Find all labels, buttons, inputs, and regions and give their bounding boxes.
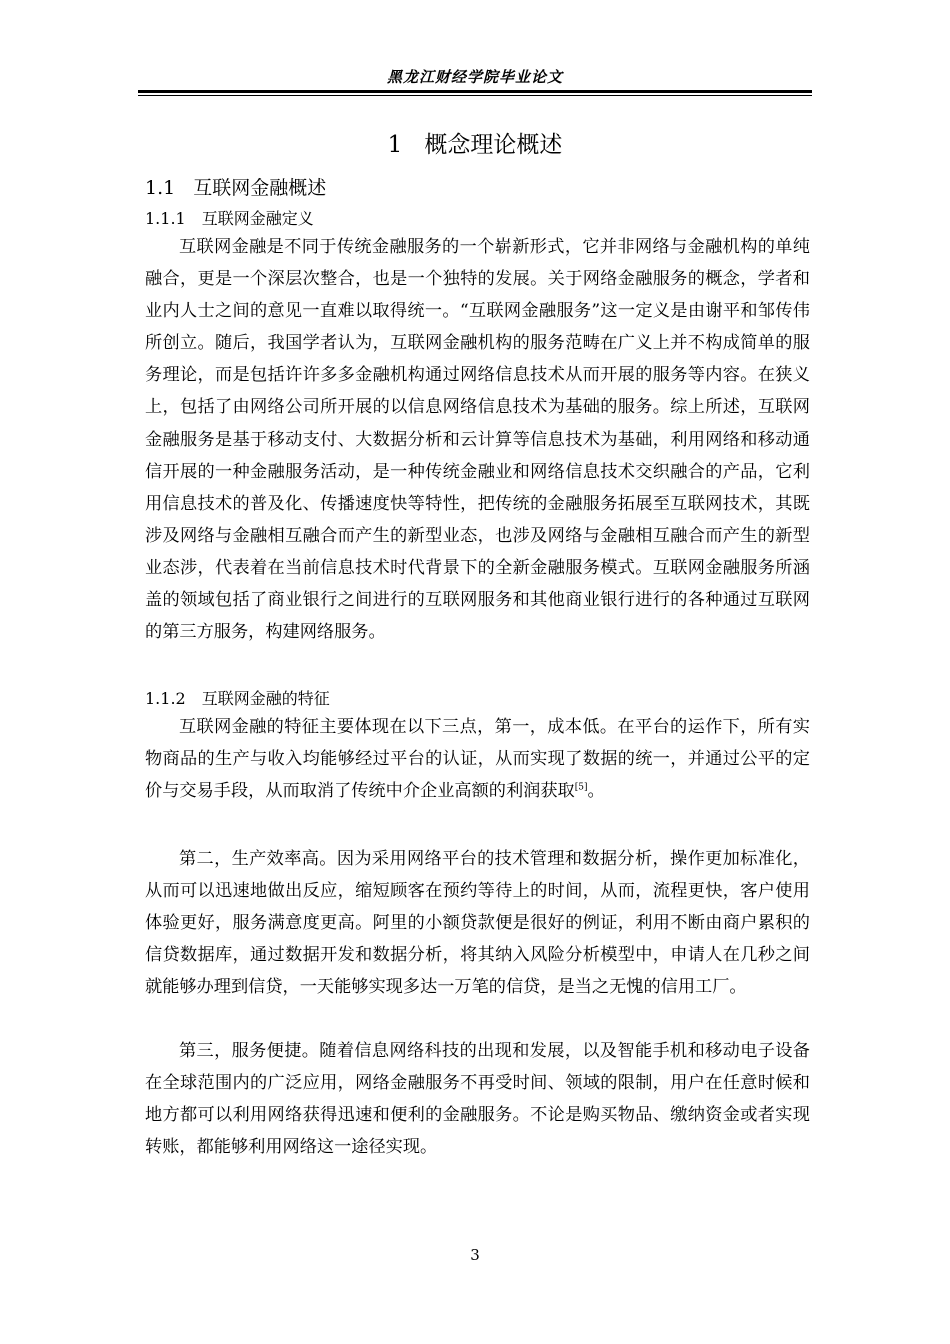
section-number: 1.1 bbox=[145, 177, 176, 199]
running-header: 黑龙江财经学院毕业论文 bbox=[386, 68, 563, 86]
section-title-text: 互联网金融概述 bbox=[193, 177, 327, 199]
section-title bbox=[145, 173, 326, 200]
subsection-number: 1.1.1 bbox=[145, 209, 186, 228]
header-rule bbox=[138, 90, 812, 93]
page-number: 3 bbox=[470, 1246, 480, 1264]
chapter-number: 1 bbox=[387, 132, 403, 158]
body-paragraph: 第二，生产效率高。因为采用网络平台的技术管理和数据分析，操作更加标准化，从而可以迅速地做出反应，缩短顾客在预约等待上的时间，从而，流程更快，客户使用体验更好，服务满意度更高。阿里的小额贷款便是很好的例证，利用不断由商户累积的信贷数据库，通过数据开发和数据分析，将其纳入风险分析模型中，申请人在几秒之间就能够办理到信贷，一天能够实现多达一万笔的信贷，是当之无愧的信用工厂。 bbox=[145, 849, 810, 998]
subsection-title-text: 互联网金融定义 bbox=[201, 209, 314, 228]
subsection-title bbox=[145, 686, 330, 709]
subsection-title bbox=[145, 206, 314, 229]
header-rule-thin bbox=[138, 95, 812, 96]
subsection-number: 1.1.2 bbox=[145, 689, 186, 708]
chapter-title bbox=[138, 126, 812, 159]
citation-mark: [5] bbox=[574, 782, 588, 793]
body-paragraph bbox=[145, 711, 810, 807]
paragraph-end: 。 bbox=[587, 781, 605, 802]
subsection-title-text: 互联网金融的特征 bbox=[201, 689, 330, 708]
chapter-title-text: 概念理论概述 bbox=[424, 132, 563, 158]
body-paragraph: 互联网金融是不同于传统金融服务的一个崭新形式，它并非网络与金融机构的单纯融合，更是一个深层次整合，也是一个独特的发展。关于网络金融服务的概念，学者和业内人士之间的意见一直难以取得统一。“互联网金融服务”这一定义是由谢平和邹传伟所创立。随后，我国学者认为，互联网金融机构的服务范畴在广义上并不构成简单的服务理论，而是包括许许多多金融机构通过网络信息技术从而开展的服务等内容。在狭义上，包括了由网络公司所开展的以信息网络信息技术为基础的服务。综上所述，互联网金融服务是基于移动支付、大数据分析和云计算等信息技术为基础，利用网络和移动通信开展的一种金融服务活动，是一种传统金融业和网络信息技术交织融合的产品，它利用信息技术的普及化、传播速度快等特性，把传统的金融服务拓展至互联网技术，其既涉及网络与金融相互融合而产生的新型业态，也涉及网络与金融相互融合而产生的新型业态涉，代表着在当前信息技术时代背景下的全新金融服务模式。互联网金融服务所涵盖的领域包括了商业银行之间进行的互联网服务和其他商业银行进行的各种通过互联网的第三方服务，构建网络服务。 bbox=[145, 237, 810, 643]
paragraph-text: 互联网金融的特征主要体现在以下三点，第一，成本低。在平台的运作下，所有实物商品的生产与收入均能够经过平台的认证，从而实现了数据的统一，并通过公平的定价与交易手段，从而取消了传统中介企业高额的利润获取 bbox=[145, 717, 810, 802]
body-paragraph: 第三，服务便捷。随着信息网络科技的出现和发展，以及智能手机和移动电子设备在全球范围内的广泛应用，网络金融服务不再受时间、领域的限制，用户在任意时候和地方都可以利用网络获得迅速和便利的金融服务。不论是购买物品、缴纳资金或者实现转账，都能够利用网络这一途径实现。 bbox=[145, 1041, 810, 1158]
